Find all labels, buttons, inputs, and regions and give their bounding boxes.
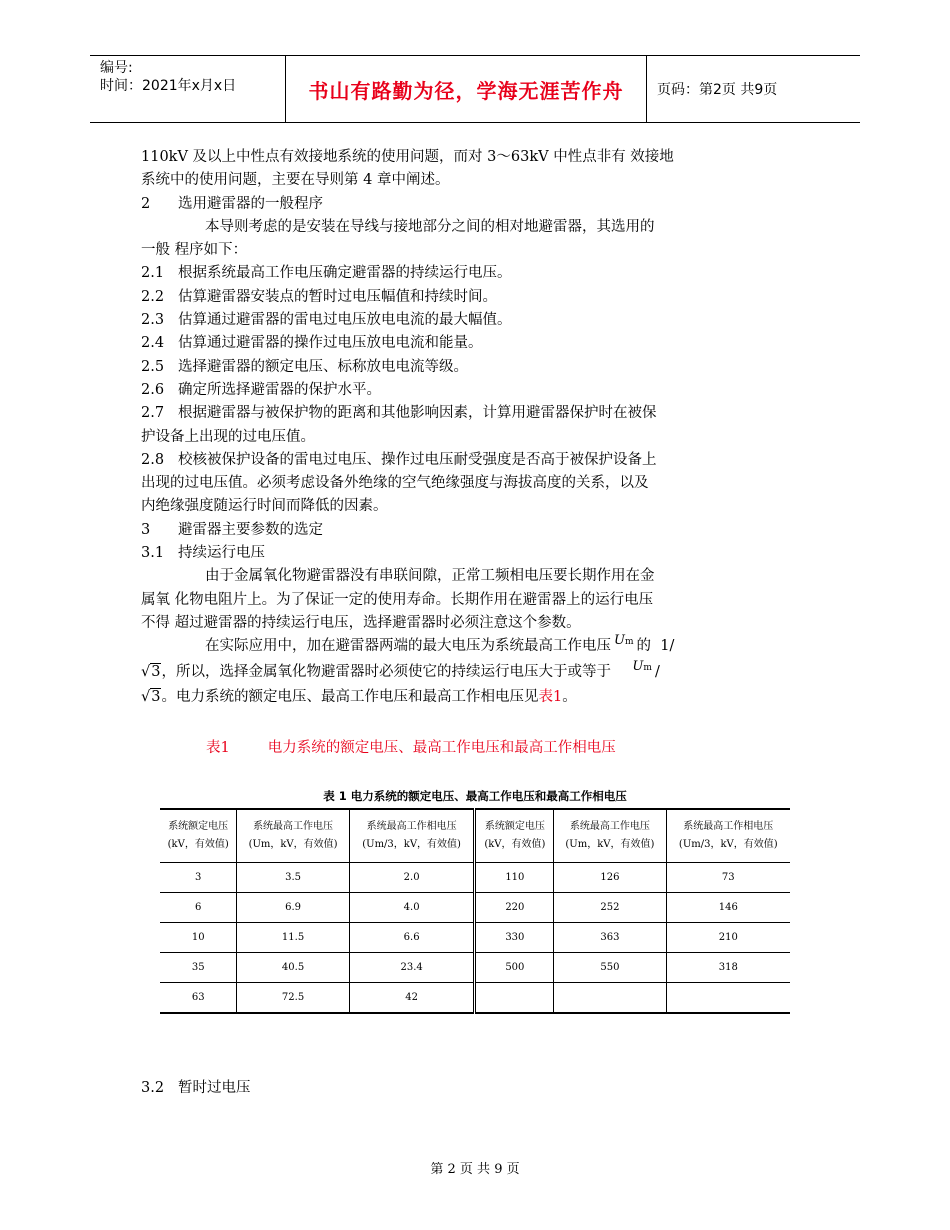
section-heading-3-1: 3.1 持续运行电压 xyxy=(141,545,265,562)
paragraph-um-cont: √3。电力系统的额定电压、最高工作电压和最高工作相电压见表1。 xyxy=(141,688,577,705)
table-cell: 330 xyxy=(475,923,554,953)
table-reference-link[interactable]: 表1 xyxy=(538,688,563,705)
table-cell: 6 xyxy=(160,893,237,923)
paragraph-3-1-cont: 不得 超过避雷器的持续运行电压，选择避雷器时必须注意这个参数。 xyxy=(141,614,581,631)
table-cell: 35 xyxy=(160,953,237,983)
um-symbol: Um xyxy=(614,633,634,649)
intro-paragraph: 本导则考虑的是安装在导线与接地部分之间的相对地避雷器，其选用的 xyxy=(205,218,655,235)
table-cell: 146 xyxy=(666,893,790,923)
step-item: 2.1 根据系统最高工作电压确定避雷器的持续运行电压。 xyxy=(141,265,512,282)
code-label: 编号: xyxy=(100,60,133,76)
step-item-cont: 护设备上出现的过电压值。 xyxy=(141,428,315,445)
table-cell: 6.9 xyxy=(237,893,349,923)
table-cell: 363 xyxy=(554,923,666,953)
header-meta xyxy=(90,56,285,122)
table-cell: 210 xyxy=(666,923,790,953)
table-cell xyxy=(666,983,790,1014)
step-item: 2.7 根据避雷器与被保护物的距离和其他影响因素，计算用避雷器保护时在被保 xyxy=(141,405,657,422)
sqrt-symbol: √3 xyxy=(141,663,161,680)
table-header-row xyxy=(160,809,790,863)
intro-paragraph-cont: 一般 程序如下： xyxy=(141,242,248,259)
table-row xyxy=(160,863,790,893)
column-header: 系统额定电压 (kV，有效值) xyxy=(475,809,554,863)
column-header: 系统最高工作电压 (Um，kV，有效值) xyxy=(237,809,349,863)
table-cell: 2.0 xyxy=(349,863,475,893)
table-row xyxy=(160,923,790,953)
paragraph-um: 在实际应用中，加在避雷器两端的最大电压为系统最高工作电压 Um 的 1/ xyxy=(205,633,675,655)
table-cell: 500 xyxy=(475,953,554,983)
table-cell: 6.6 xyxy=(349,923,475,953)
step-item-cont: 出现的过电压值。必须考虑设备外绝缘的空气绝缘强度与海拔高度的关系，以及 xyxy=(141,475,649,492)
column-header: 系统额定电压 (kV，有效值) xyxy=(160,809,237,863)
table-cell: 42 xyxy=(349,983,475,1014)
table-cell: 3 xyxy=(160,863,237,893)
paragraph-3-1: 由于金属氧化物避雷器没有串联间隙，正常工频相电压要长期作用在金 xyxy=(205,568,655,585)
step-item: 2.6 确定所选择避雷器的保护水平。 xyxy=(141,381,381,398)
table-cell: 550 xyxy=(554,953,666,983)
column-header: 系统最高工作相电压 (Um/3，kV，有效值) xyxy=(349,809,475,863)
paragraph: 系统中的使用问题，主要在导则第 4 章中阐述。 xyxy=(141,172,450,189)
table-title: 表 1 电力系统的额定电压、最高工作电压和最高工作相电压 xyxy=(323,789,627,803)
table-cell: 126 xyxy=(554,863,666,893)
step-item: 2.4 估算通过避雷器的操作过电压放电电流和能量。 xyxy=(141,335,483,352)
voltage-table xyxy=(160,808,790,1014)
table-row xyxy=(160,953,790,983)
table-cell: 4.0 xyxy=(349,893,475,923)
section-heading-3: 3 避雷器主要参数的选定 xyxy=(141,521,323,538)
section-heading-2: 2 选用避雷器的一般程序 xyxy=(141,195,323,212)
document-body xyxy=(141,146,731,709)
table-cell: 72.5 xyxy=(237,983,349,1014)
table-cell: 110 xyxy=(475,863,554,893)
table-cell: 40.5 xyxy=(237,953,349,983)
um-symbol: Um xyxy=(632,658,652,674)
table-cell xyxy=(554,983,666,1014)
step-item: 2.3 估算通过避雷器的雷电过电压放电电流的最大幅值。 xyxy=(141,312,512,329)
section-heading-3-2: 3.2 暂时过电压 xyxy=(141,1080,251,1096)
table-cell: 10 xyxy=(160,923,237,953)
step-item-cont: 内绝缘强度随运行时间而降低的因素。 xyxy=(141,498,388,515)
table-cell: 220 xyxy=(475,893,554,923)
paragraph-um-cont: √3，所以，选择金属氧化物避雷器时必须使它的持续运行电压大于或等于 Um / xyxy=(141,658,660,680)
table-cell: 318 xyxy=(666,953,790,983)
header-motto: 书山有路勤为径，学海无涯苦作舟 xyxy=(285,56,647,122)
table-cell: 3.5 xyxy=(237,863,349,893)
table-cell xyxy=(475,983,554,1014)
paragraph-3-1-cont: 属氧 化物电阻片上。为了保证一定的使用寿命。长期作用在避雷器上的运行电压 xyxy=(141,591,654,608)
table-caption: 表1 电力系统的额定电压、最高工作电压和最高工作相电压 xyxy=(206,740,616,756)
table-cell: 23.4 xyxy=(349,953,475,983)
table-row xyxy=(160,893,790,923)
page-footer: 第 2 页 共 9 页 xyxy=(430,1162,520,1177)
step-item: 2.5 选择避雷器的额定电压、标称放电电流等级。 xyxy=(141,358,468,375)
step-item: 2.8 校核被保护设备的雷电过电压、操作过电压耐受强度是否高于被保护设备上 xyxy=(141,451,657,468)
column-header: 系统最高工作电压 (Um，kV，有效值) xyxy=(554,809,666,863)
step-item: 2.2 估算避雷器安装点的暂时过电压幅值和持续时间。 xyxy=(141,288,497,305)
column-header: 系统最高工作相电压 (Um/3，kV，有效值) xyxy=(666,809,790,863)
table-cell: 252 xyxy=(554,893,666,923)
table-cell: 63 xyxy=(160,983,237,1014)
table-row xyxy=(160,983,790,1014)
header-page-info: 页码：第2页 共9页 xyxy=(657,82,778,98)
paragraph: 110kV 及以上中性点有效接地系统的使用问题，而对 3～63kV 中性点非有 效接地 xyxy=(141,149,674,165)
table-cell: 11.5 xyxy=(237,923,349,953)
table-cell: 73 xyxy=(666,863,790,893)
time-label: 时间：2021年x月x日 xyxy=(100,78,237,94)
page-header xyxy=(90,55,860,123)
sqrt-symbol: √3 xyxy=(141,688,161,705)
